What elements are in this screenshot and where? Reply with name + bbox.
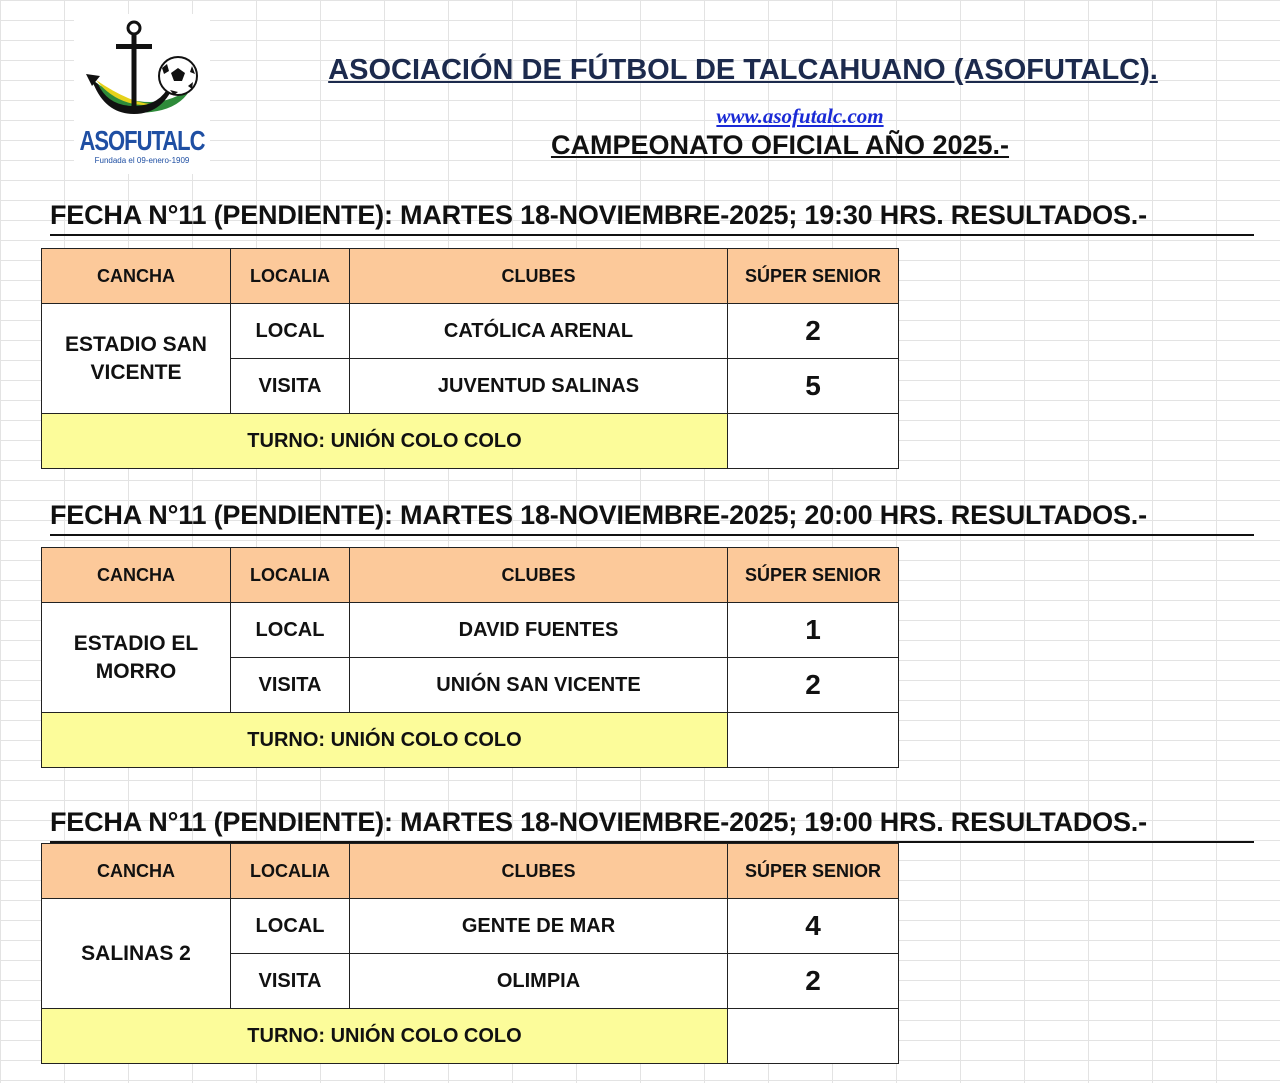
turno-row: [42, 713, 899, 768]
local-score: 2: [728, 304, 899, 359]
header-clubes: CLUBES: [350, 249, 728, 304]
header-clubes: CLUBES: [350, 548, 728, 603]
cancha-line: MORRO: [95, 659, 177, 683]
cancha-cell: [42, 899, 231, 1009]
header-cancha: CANCHA: [42, 548, 231, 603]
match-table: [41, 547, 899, 768]
cancha-cell: [42, 304, 231, 414]
header-clubes: CLUBES: [350, 844, 728, 899]
turno-cell: TURNO: UNIÓN COLO COLO: [42, 1009, 728, 1064]
website-link[interactable]: www.asofutalc.com: [716, 104, 884, 128]
local-label: LOCAL: [231, 899, 350, 954]
empty-cell: [728, 713, 899, 768]
local-club: CATÓLICA ARENAL: [350, 304, 728, 359]
logo-tagline: Fundada el 09-enero-1909: [94, 156, 190, 165]
local-label: LOCAL: [231, 304, 350, 359]
header-cancha: CANCHA: [42, 249, 231, 304]
visita-score: 2: [728, 658, 899, 713]
empty-cell: [728, 1009, 899, 1064]
page-title: ASOCIACIÓN DE FÚTBOL DE TALCAHUANO (ASOFUTALC).: [328, 54, 1158, 86]
header-category: SÚPER SENIOR: [728, 844, 899, 899]
local-label: LOCAL: [231, 603, 350, 658]
visita-label: VISITA: [231, 954, 350, 1009]
anchor-ball-emblem-icon: [74, 14, 210, 134]
cancha-line: VICENTE: [90, 360, 182, 384]
match-table: [41, 248, 899, 469]
table-header-row: [42, 548, 899, 603]
header-category: SÚPER SENIOR: [728, 249, 899, 304]
visita-label: VISITA: [231, 359, 350, 414]
header-localia: LOCALIA: [231, 249, 350, 304]
table-row: [42, 899, 899, 954]
match-heading: FECHA N°11 (PENDIENTE): MARTES 18-NOVIEMBRE-2025; 19:00 HRS. RESULTADOS.-: [50, 807, 1260, 838]
header-category: SÚPER SENIOR: [728, 548, 899, 603]
local-club: GENTE DE MAR: [350, 899, 728, 954]
visita-label: VISITA: [231, 658, 350, 713]
header-localia: LOCALIA: [231, 548, 350, 603]
table-row: [42, 304, 899, 359]
cancha-cell: [42, 603, 231, 713]
turno-row: [42, 414, 899, 469]
cancha-line: SALINAS 2: [81, 941, 191, 965]
visita-score: 2: [728, 954, 899, 1009]
header-localia: LOCALIA: [231, 844, 350, 899]
turno-cell: TURNO: UNIÓN COLO COLO: [42, 713, 728, 768]
visita-club: OLIMPIA: [350, 954, 728, 1009]
table-header-row: [42, 249, 899, 304]
local-score: 1: [728, 603, 899, 658]
match-table: [41, 843, 899, 1064]
match-heading: FECHA N°11 (PENDIENTE): MARTES 18-NOVIEMBRE-2025; 20:00 HRS. RESULTADOS.-: [50, 500, 1260, 531]
empty-cell: [728, 414, 899, 469]
logo-text: ASOFUTALC: [79, 124, 205, 156]
page-subtitle: CAMPEONATO OFICIAL AÑO 2025.-: [550, 130, 1010, 160]
table-row: [42, 603, 899, 658]
match-heading: FECHA N°11 (PENDIENTE): MARTES 18-NOVIEMBRE-2025; 19:30 HRS. RESULTADOS.-: [50, 200, 1260, 231]
turno-row: [42, 1009, 899, 1064]
header-cancha: CANCHA: [42, 844, 231, 899]
cancha-line: ESTADIO EL: [73, 631, 199, 655]
table-header-row: [42, 844, 899, 899]
visita-score: 5: [728, 359, 899, 414]
local-score: 4: [728, 899, 899, 954]
visita-club: UNIÓN SAN VICENTE: [350, 658, 728, 713]
local-club: DAVID FUENTES: [350, 603, 728, 658]
turno-cell: TURNO: UNIÓN COLO COLO: [42, 414, 728, 469]
asofutalc-logo: [74, 14, 210, 174]
visita-club: JUVENTUD SALINAS: [350, 359, 728, 414]
cancha-line: ESTADIO SAN: [65, 332, 207, 356]
